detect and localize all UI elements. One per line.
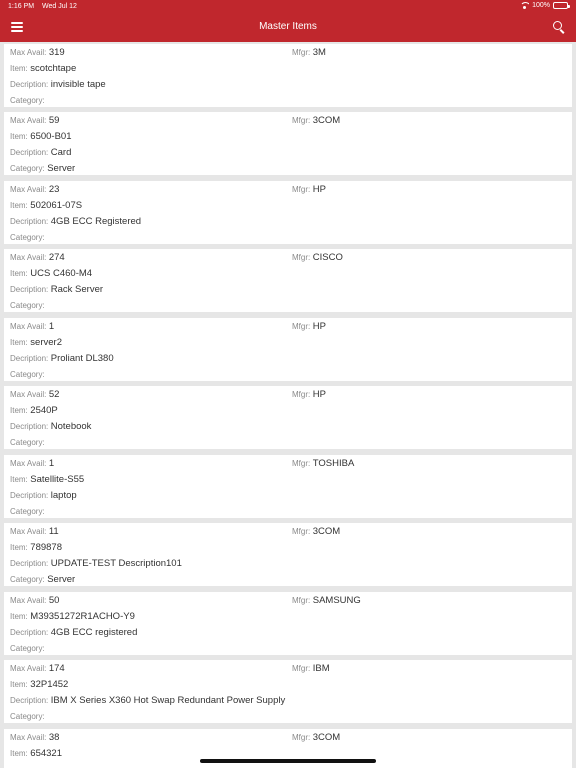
item-value: server2 <box>30 337 62 348</box>
category-label: Category: <box>10 301 45 310</box>
mfgr-label: Mfgr: <box>292 390 311 399</box>
max-avail-value: 319 <box>48 47 65 58</box>
max-avail-label: Max Avail: <box>10 733 47 742</box>
mfgr-value: CISCO <box>312 252 343 263</box>
item-value: scotchtape <box>30 63 77 74</box>
item-label: Item: <box>10 201 28 210</box>
description-label: Decription: <box>10 696 49 705</box>
mfgr-label: Mfgr: <box>292 459 311 468</box>
list-item[interactable] <box>4 112 572 175</box>
item-value: 32P1452 <box>30 679 69 690</box>
list-item[interactable] <box>4 318 572 381</box>
item-label: Item: <box>10 406 28 415</box>
mfgr-label: Mfgr: <box>292 185 311 194</box>
description-value: 4GB ECC Registered <box>50 216 142 227</box>
max-avail-label: Max Avail: <box>10 48 47 57</box>
list-item[interactable] <box>4 455 572 518</box>
battery-icon <box>553 2 568 9</box>
max-avail-label: Max Avail: <box>10 322 47 331</box>
item-label: Item: <box>10 132 28 141</box>
description-label: Decription: <box>10 628 49 637</box>
max-avail-value: 50 <box>48 595 60 606</box>
max-avail-value: 274 <box>48 252 65 263</box>
mfgr-label: Mfgr: <box>292 664 311 673</box>
item-value: Satellite-S55 <box>30 474 85 485</box>
category-value: Server <box>47 574 76 585</box>
mfgr-label: Mfgr: <box>292 527 311 536</box>
category-label: Category: <box>10 370 45 379</box>
mfgr-value: 3COM <box>312 115 341 126</box>
item-value: 6500-B01 <box>30 131 72 142</box>
category-label: Category: <box>10 164 45 173</box>
description-label: Decription: <box>10 491 49 500</box>
mfgr-value: HP <box>312 321 326 332</box>
item-label: Item: <box>10 64 28 73</box>
description-label: Decription: <box>10 559 49 568</box>
max-avail-value: 1 <box>48 321 55 332</box>
item-value: 2540P <box>30 405 58 416</box>
category-label: Category: <box>10 575 45 584</box>
description-value: Proliant DL380 <box>50 353 114 364</box>
status-left <box>8 3 83 10</box>
category-label: Category: <box>10 438 45 447</box>
mfgr-label: Mfgr: <box>292 116 311 125</box>
description-value: IBM X Series X360 Hot Swap Redundant Power Supply <box>50 695 286 706</box>
master-items-list[interactable] <box>0 42 576 768</box>
search-icon[interactable] <box>552 20 566 34</box>
description-value: laptop <box>50 490 77 501</box>
max-avail-value: 23 <box>48 184 60 195</box>
max-avail-label: Max Avail: <box>10 253 47 262</box>
description-label: Decription: <box>10 80 49 89</box>
description-label: Decription: <box>10 148 49 157</box>
status-bar <box>0 0 576 13</box>
mfgr-label: Mfgr: <box>292 253 311 262</box>
item-value: 789878 <box>30 542 62 553</box>
max-avail-value: 11 <box>48 526 59 537</box>
item-value: M39351272R1ACHO-Y9 <box>30 611 135 622</box>
list-item[interactable] <box>4 592 572 655</box>
mfgr-label: Mfgr: <box>292 733 311 742</box>
category-label: Category: <box>10 644 45 653</box>
page-title: Master Items <box>259 21 317 32</box>
mfgr-value: 3M <box>312 47 326 58</box>
max-avail-value: 174 <box>48 663 65 674</box>
mfgr-value: SAMSUNG <box>312 595 361 606</box>
item-label: Item: <box>10 269 28 278</box>
description-value: invisible tape <box>50 79 106 90</box>
item-value: UCS C460-M4 <box>30 268 93 279</box>
description-label: Decription: <box>10 354 49 363</box>
max-avail-label: Max Avail: <box>10 459 47 468</box>
mfgr-label: Mfgr: <box>292 322 311 331</box>
category-label: Category: <box>10 96 45 105</box>
description-value: 4GB ECC registered <box>50 627 138 638</box>
max-avail-label: Max Avail: <box>10 390 47 399</box>
status-date: Wed Jul 12 <box>42 3 77 10</box>
item-label: Item: <box>10 338 28 347</box>
description-label: Decription: <box>10 422 49 431</box>
category-value: Server <box>47 163 76 174</box>
status-right <box>520 2 568 9</box>
mfgr-value: HP <box>312 389 326 400</box>
mfgr-value: IBM <box>312 663 330 674</box>
status-time: 1:16 PM <box>8 3 35 10</box>
list-item[interactable] <box>4 181 572 244</box>
item-label: Item: <box>10 680 28 689</box>
item-label: Item: <box>10 612 28 621</box>
item-label: Item: <box>10 749 28 758</box>
max-avail-value: 59 <box>48 115 60 126</box>
item-value: 502061-07S <box>30 200 83 211</box>
mfgr-value: TOSHIBA <box>312 458 355 469</box>
wifi-icon <box>520 2 529 9</box>
category-label: Category: <box>10 233 45 242</box>
home-indicator[interactable] <box>200 759 376 763</box>
description-label: Decription: <box>10 217 49 226</box>
item-label: Item: <box>10 543 28 552</box>
item-value: 654321 <box>30 748 62 759</box>
max-avail-value: 1 <box>48 458 55 469</box>
description-value: Rack Server <box>50 284 104 295</box>
max-avail-label: Max Avail: <box>10 664 47 673</box>
max-avail-label: Max Avail: <box>10 596 47 605</box>
mfgr-value: 3COM <box>312 526 341 537</box>
mfgr-value: 3COM <box>312 732 341 743</box>
max-avail-label: Max Avail: <box>10 527 47 536</box>
description-label: Decription: <box>10 285 49 294</box>
list-item[interactable] <box>4 44 572 107</box>
category-label: Category: <box>10 712 45 721</box>
max-avail-value: 38 <box>48 732 60 743</box>
item-label: Item: <box>10 475 28 484</box>
nav-bar <box>0 13 576 42</box>
max-avail-label: Max Avail: <box>10 116 47 125</box>
description-value: Notebook <box>50 421 92 432</box>
list-item[interactable] <box>4 660 572 723</box>
description-value: Card <box>50 147 72 158</box>
list-item[interactable] <box>4 386 572 449</box>
mfgr-value: HP <box>312 184 326 195</box>
mfgr-label: Mfgr: <box>292 596 311 605</box>
battery-percent: 100% <box>532 2 550 9</box>
list-item[interactable] <box>4 249 572 312</box>
max-avail-value: 52 <box>48 389 60 400</box>
description-value: UPDATE-TEST Description101 <box>50 558 182 569</box>
max-avail-label: Max Avail: <box>10 185 47 194</box>
category-label: Category: <box>10 507 45 516</box>
list-item[interactable] <box>4 523 572 586</box>
mfgr-label: Mfgr: <box>292 48 311 57</box>
